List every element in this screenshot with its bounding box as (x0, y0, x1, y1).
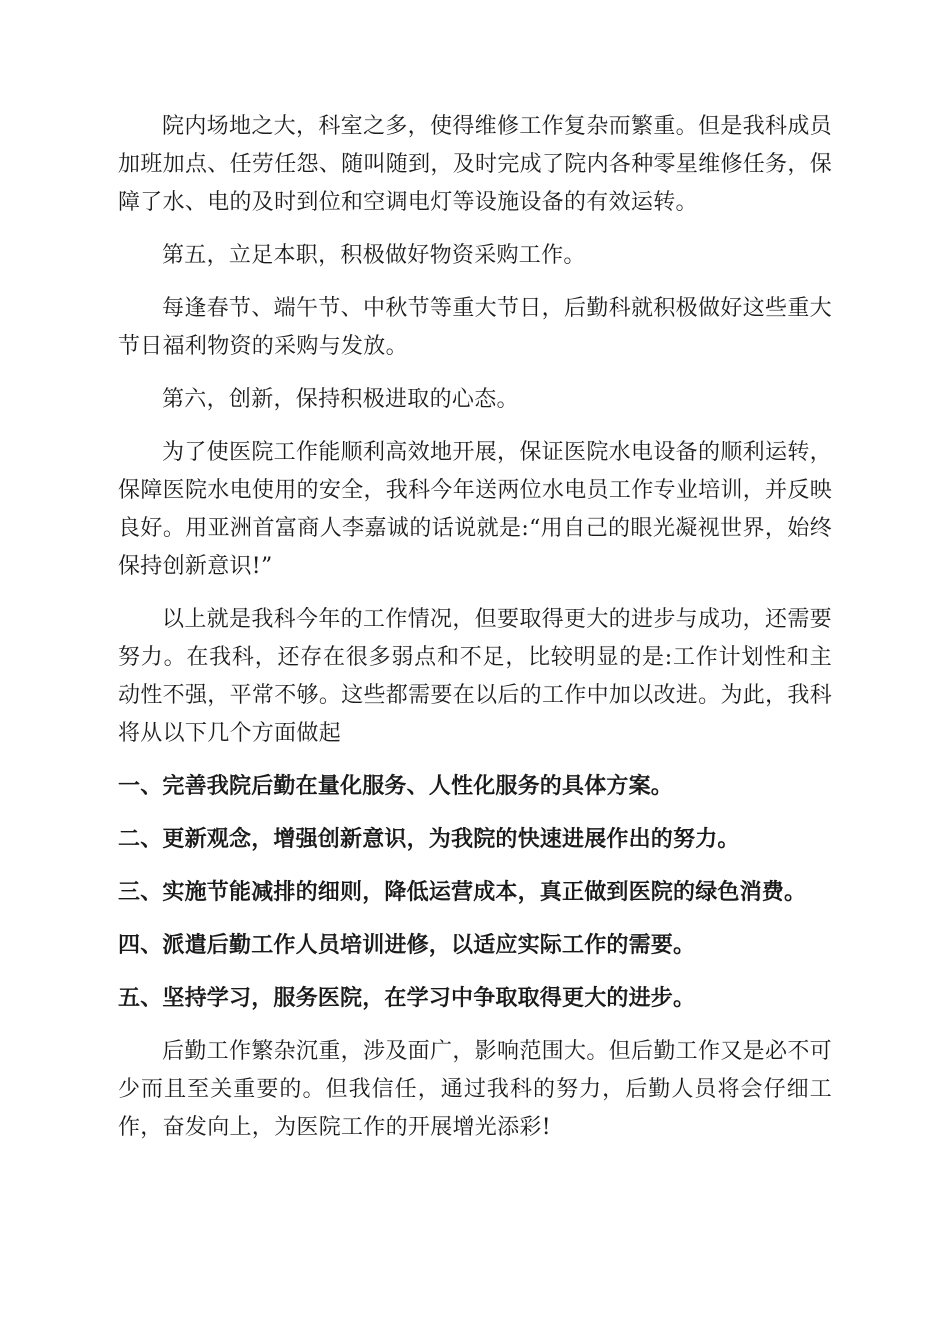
paragraph-holiday-procurement: 每逢春节、端午节、中秋节等重大节日，后勤科就积极做好这些重大节日福利物资的采购与发放。 (118, 296, 832, 359)
plan-item-3: 三、实施节能减排的细则，降低运营成本，真正做到医院的绿色消费。 (118, 880, 807, 905)
paragraph-summary: 以上就是我科今年的工作情况，但要取得更大的进步与成功，还需要努力。在我科，还存在很多弱点和不足，比较明显的是:工作计划性和主动性不强，平常不够。这些都需要在以后的工作中加以改进。为此，我科将从以下几个方面做起 (118, 607, 832, 746)
paragraph-maintenance: 院内场地之大，科室之多，使得维修工作复杂而繁重。但是我科成员加班加点、任劳任怨、随叫随到，及时完成了院内各种零星维修任务，保障了水、电的及时到位和空调电灯等设施设备的有效运转。 (118, 114, 832, 215)
paragraph-closing: 后勤工作繁杂沉重，涉及面广，影响范围大。但后勤工作又是必不可少而且至关重要的。但我信任，通过我科的努力，后勤人员将会仔细工作，奋发向上，为医院工作的开展增光添彩! (118, 1039, 832, 1140)
plan-item-4: 四、派遣后勤工作人员培训进修，以适应实际工作的需要。 (118, 933, 696, 958)
document-body (118, 108, 832, 1162)
paragraph-section-five-heading: 第五，立足本职，积极做好物资采购工作。 (162, 243, 586, 268)
plan-item-1: 一、完善我院后勤在量化服务、人性化服务的具体方案。 (118, 774, 674, 799)
paragraph-training: 为了使医院工作能顺利高效地开展，保证医院水电设备的顺利运转，保障医院水电使用的安全，我科今年送两位水电员工作专业培训，并反映良好。用亚洲首富商人李嘉诚的话说就是:“用自己的眼光凝视世界，始终保持创新意识!” (118, 440, 832, 579)
plan-item-2: 二、更新观念，增强创新意识，为我院的快速进展作出的努力。 (118, 827, 740, 852)
paragraph-section-six-heading: 第六，创新，保持积极进取的心态。 (162, 387, 519, 412)
plan-item-5: 五、坚持学习，服务医院，在学习中争取取得更大的进步。 (118, 986, 696, 1011)
